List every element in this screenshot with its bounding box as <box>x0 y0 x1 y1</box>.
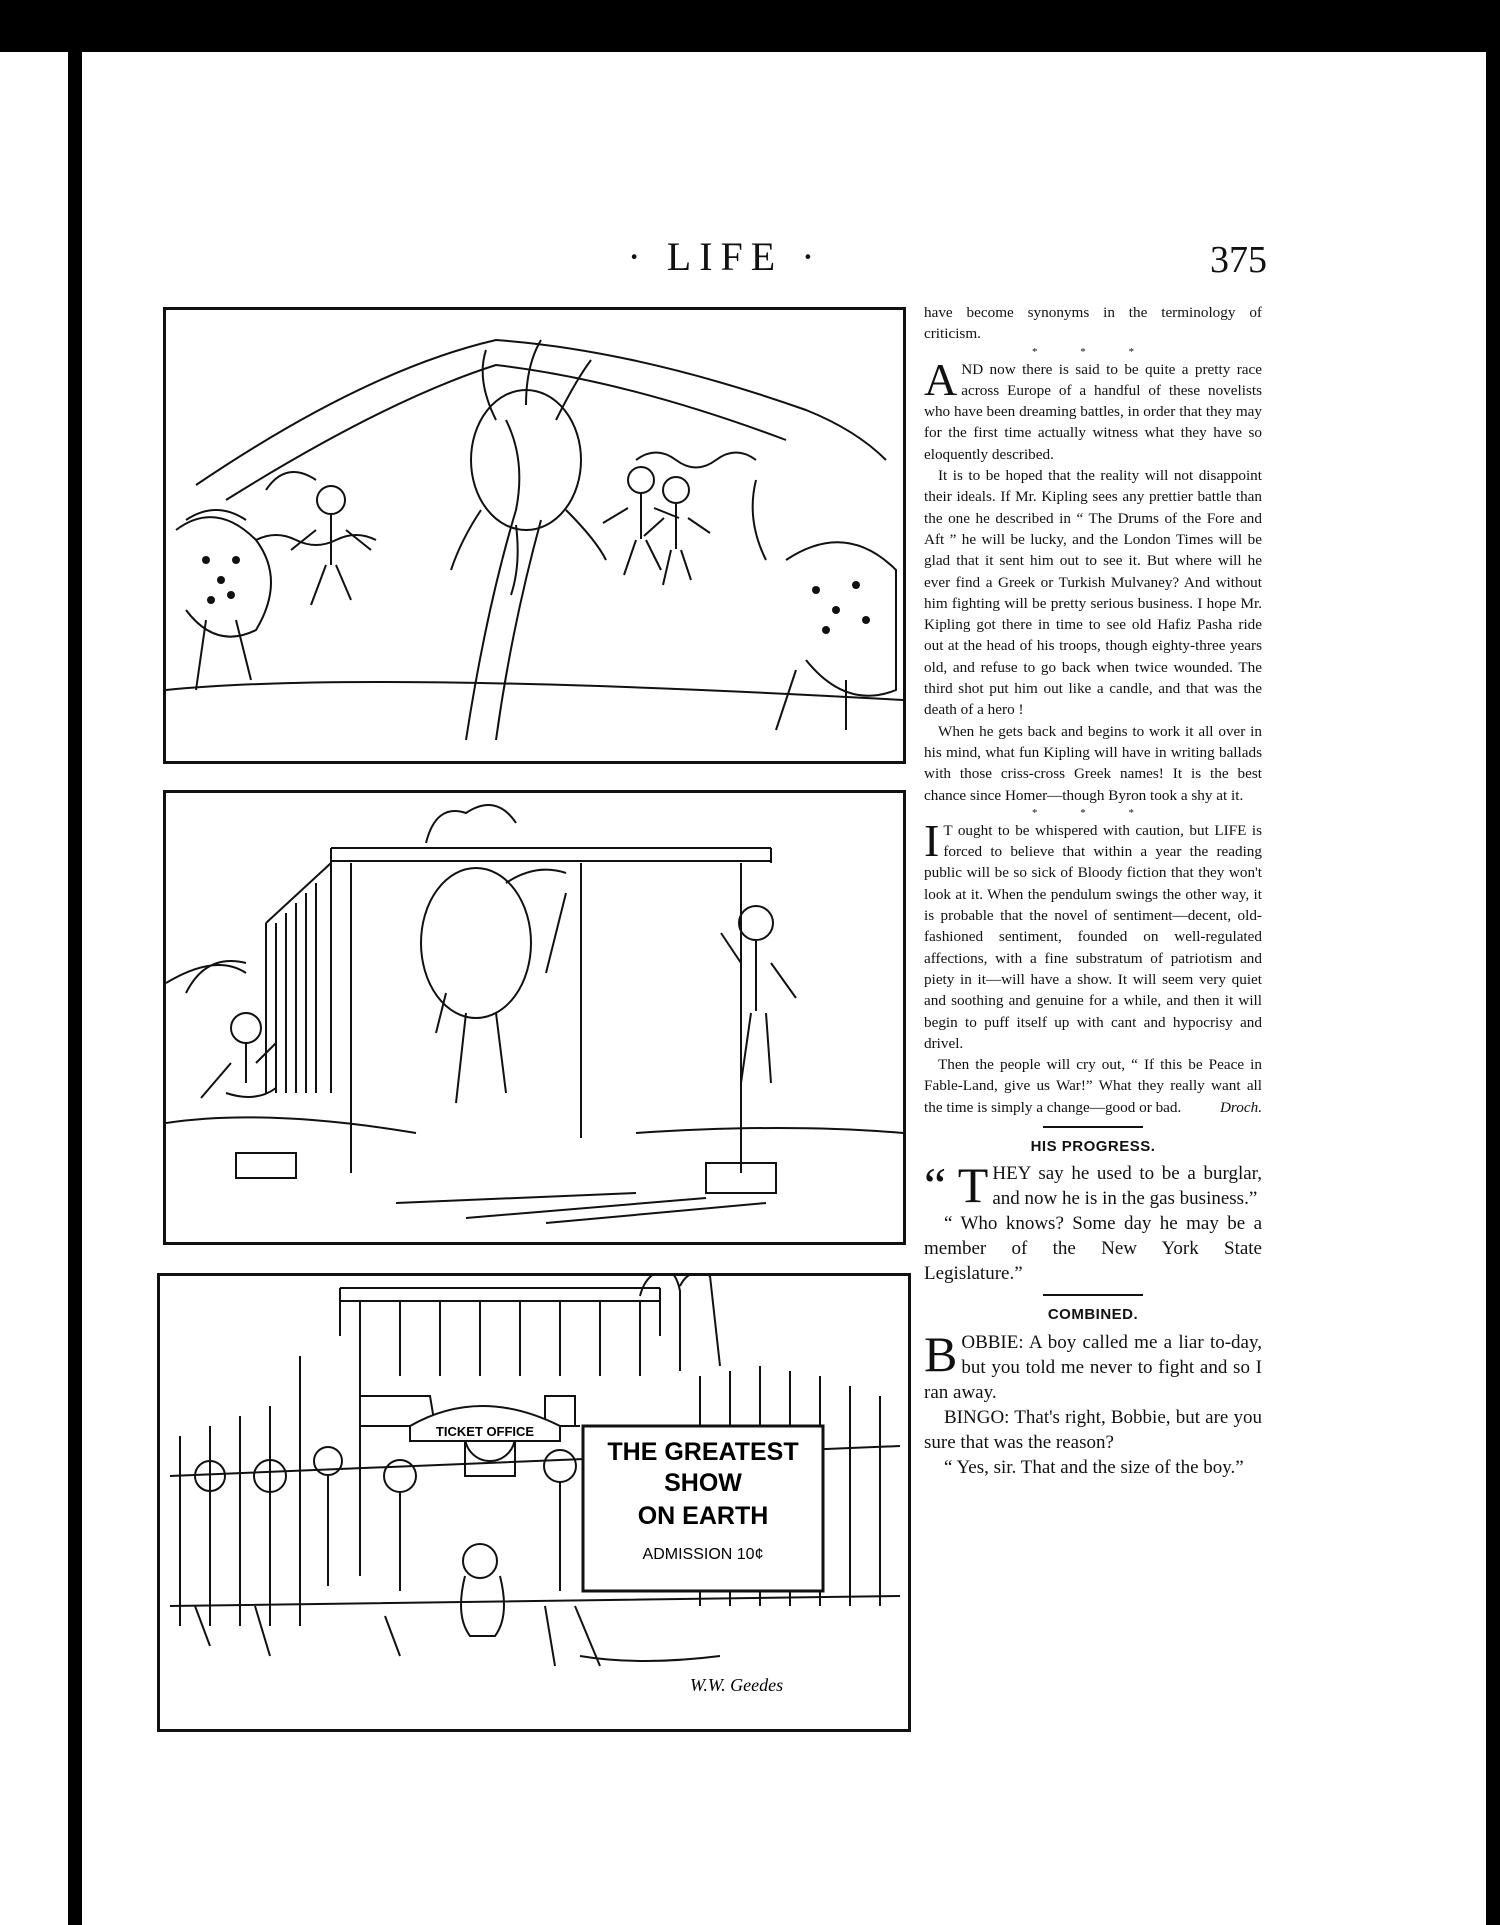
article-text: Then the people will cry out, “ If this be Peace in Fable-Land, give us War!” What they really want all the time is simply a change—good or bad. <box>924 1056 1262 1116</box>
article-paragraph: “ Yes, sir. That and the size of the boy.” <box>944 1456 1244 1478</box>
article-paragraph <box>924 1157 1262 1214</box>
combined-title: COMBINED. <box>1047 1306 1139 1324</box>
article-paragraph <box>924 1405 1262 1455</box>
author-signature: Droch. <box>1219 1098 1262 1116</box>
sign-line-3: ON EARTH <box>637 1502 769 1530</box>
cartoon-panel-2 <box>163 790 906 1245</box>
article-paragraph <box>924 1054 1262 1118</box>
sign-line-2: SHOW <box>664 1469 742 1497</box>
speaker-name: BINGO <box>944 1406 1005 1428</box>
section-stars: * * * <box>1032 806 1154 819</box>
drop-cap: B <box>924 1325 958 1382</box>
drop-cap: I <box>924 814 940 866</box>
page-number: 375 <box>1210 239 1267 281</box>
article-text: HEY say he used to be a burglar, and now he is in the gas business.” <box>992 1163 1262 1210</box>
article-paragraph <box>924 353 1262 465</box>
cartoon-panel-1 <box>163 307 906 764</box>
article-paragraph <box>924 814 1262 1054</box>
drop-cap: “ T <box>924 1157 989 1214</box>
artist-signature: W.W. Geedes <box>690 1675 784 1695</box>
cartoon-panel-3 <box>157 1273 911 1732</box>
section-stars: * * * <box>1032 345 1154 358</box>
article-text: T ought to be whispered with caution, but LIFE is forced to believe that within a year the reading public will be so sick of Bloody fiction that they won't look at it. When the pendulum swings the other way, it is probable that the novel of sentiment—decent, old-fashioned sentiment, founded on well-regulated affections, with a fine substratum of patriotism and piety in it—will have a show. It will seem very quiet and soothing and genuine for a while, and then it will begin to puff itself up with cant and hypocrisy and drivel. <box>924 821 1262 1052</box>
article-text: : That's right, Bobbie, but are you sure that was the reason? <box>924 1406 1262 1453</box>
article-text: ND now there is said to be quite a pretty race across Europe of a handful of these novelists who have been dreaming battles, in order that they may for the first time actually witness what they have so eloquently described. <box>924 360 1262 463</box>
his-progress-body <box>924 1157 1262 1286</box>
drop-cap: A <box>924 353 958 405</box>
ticket-office-sign: TICKET OFFICE <box>435 1424 535 1439</box>
divider-rule <box>1043 1126 1143 1128</box>
combined-body <box>924 1325 1262 1480</box>
his-progress-title: HIS PROGRESS. <box>1030 1137 1156 1155</box>
watermark: comicbooks.com <box>1247 1889 1472 1919</box>
gutter-shadow <box>70 52 76 1925</box>
article-text: OBBIE: A boy called me a liar to-day, but you told me never to fight and so I ran away. <box>924 1331 1262 1403</box>
article-column <box>924 302 1262 1480</box>
divider-rule <box>1043 1294 1143 1296</box>
article-paragraph <box>924 1325 1262 1405</box>
article-paragraph: “ Who knows? Some day he may be a member of the New York State Legislature.” <box>924 1213 1262 1285</box>
sign-line-4: ADMISSION 10¢ <box>642 1546 764 1563</box>
article-paragraph: When he gets back and begins to work it all over in his mind, what fun Kipling will have in writing ballads with those criss-cross Greek names! It is the best chance since Homer—though Byron took a shy at it. <box>924 722 1262 804</box>
greatest-show-illustration <box>160 1276 908 1729</box>
masthead: · LIFE · <box>627 234 823 279</box>
sign-line-1: THE GREATEST <box>607 1438 799 1466</box>
left-page-gutter <box>0 52 68 1925</box>
article-paragraph: It is to be hoped that the reality will not disappoint their ideals. If Mr. Kipling sees any prettier battle than the one he described in “ The Drums of the Fore and Aft ” he will be lucky, and the London Times will be glad that it sent him out to see it. But where will he ever find a Greek or Turkish Mulvaney? And without him fighting will be pretty serious business. I hope Mr. Kipling got there in time to see old Hafiz Pasha ride out at the head of his troops, though eighty-three years old, and refuse to go back when twice wounded. The third shot put him out like a candle, and that was the death of a hero ! <box>924 467 1262 719</box>
caged-lion-illustration <box>166 793 903 1242</box>
lion-in-tree-illustration <box>166 310 903 761</box>
article-paragraph: have become synonyms in the terminology of criticism. <box>924 304 1262 343</box>
